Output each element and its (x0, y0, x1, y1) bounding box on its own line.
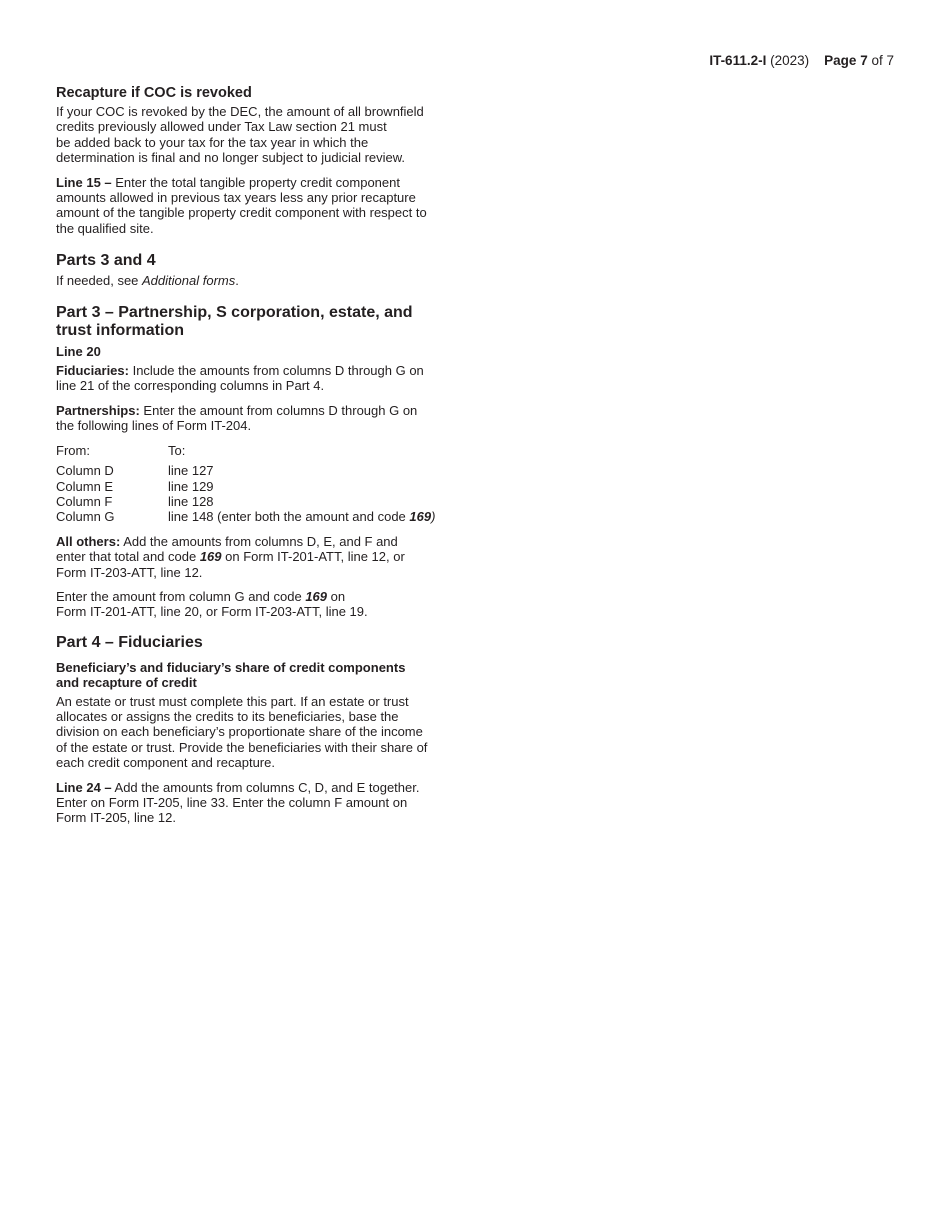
code-169: 169 (305, 588, 328, 604)
code-169: 169 (199, 549, 222, 565)
line15-label: Line 15 – (56, 174, 112, 190)
to-header: To: (168, 442, 186, 458)
additional-forms-ref: Additional forms (142, 273, 236, 289)
page-header (709, 53, 894, 68)
page-total: of 7 (871, 53, 894, 68)
partnerships-paragraph: Partnerships: Enter the amount from columns D through G on the following lines of Form IT-204. (56, 402, 418, 434)
partnerships-label: Partnerships: (56, 402, 140, 418)
form-id: IT-611.2-I (709, 53, 767, 68)
table-row: Column F line 128 (56, 493, 214, 509)
table-row: Column G line 148 (enter both the amount and code 169) (56, 509, 436, 525)
table-row: Column D line 127 (56, 463, 214, 479)
recapture-heading: Recapture if COC is revoked (56, 85, 252, 101)
table-header-row (56, 443, 435, 463)
column-g-paragraph: Enter the amount from column G and code 169 on Form IT-201-ATT, line 20, or Form IT-203-ATT, line 19. (56, 588, 368, 620)
all-others-paragraph: All others: Add the amounts from columns D, E, and F and enter that total and code 169 on Form IT-201-ATT, line 12, or Form IT-203-ATT, line 12. (56, 533, 405, 580)
parts-3-4-paragraph: If needed, see Additional forms. (56, 273, 239, 289)
line20-heading: Line 20 (56, 343, 101, 359)
form-year: (2023) (770, 53, 810, 68)
line24-paragraph: Line 24 – Add the amounts from columns C, D, and E together. Enter on Form IT-205, line 33. Enter the column F amount on Form IT-205, line 12. (56, 779, 420, 826)
fiduciaries-label: Fiduciaries: (56, 363, 129, 379)
line24-label: Line 24 – (56, 779, 112, 795)
from-header: From: (56, 442, 90, 458)
instructions-column (56, 85, 458, 835)
page-number: Page 7 (824, 53, 868, 68)
fiduciaries-paragraph: Fiduciaries: Include the amounts from columns D through G on line 21 of the corresponding columns in Part 4. (56, 363, 424, 394)
code-169: 169 (409, 509, 432, 525)
part3-heading: Part 3 – Partnership, S corporation, estate, and trust information (56, 303, 413, 339)
all-others-label: All others: (56, 533, 121, 549)
recapture-paragraph: If your COC is revoked by the DEC, the amount of all brownfield credits previously allowed under Tax Law section 21 must be added back to your tax for the tax year in which the determination is final and no longer subject to judicial review. (56, 104, 424, 166)
part4-paragraph: An estate or trust must complete this part. If an estate or trust allocates or assigns the credits to its beneficiaries, base the division on each beneficiary’s proportionate share of the income of the estate or trust. Provide the beneficiaries with their share of each credit component and recapture. (56, 693, 428, 771)
parts-3-4-heading: Parts 3 and 4 (56, 252, 156, 270)
part4-heading: Part 4 – Fiduciaries (56, 633, 203, 651)
column-line-table (56, 443, 435, 525)
part4-subheading: Beneficiary’s and fiduciary’s share of credit components and recapture of credit (56, 659, 406, 691)
line15-paragraph: Line 15 – Enter the total tangible property credit component amounts allowed in previous tax years less any prior recapture amount of the tangible property credit component with respect to the qualified site. (56, 174, 427, 236)
table-row: Column E line 129 (56, 478, 214, 494)
